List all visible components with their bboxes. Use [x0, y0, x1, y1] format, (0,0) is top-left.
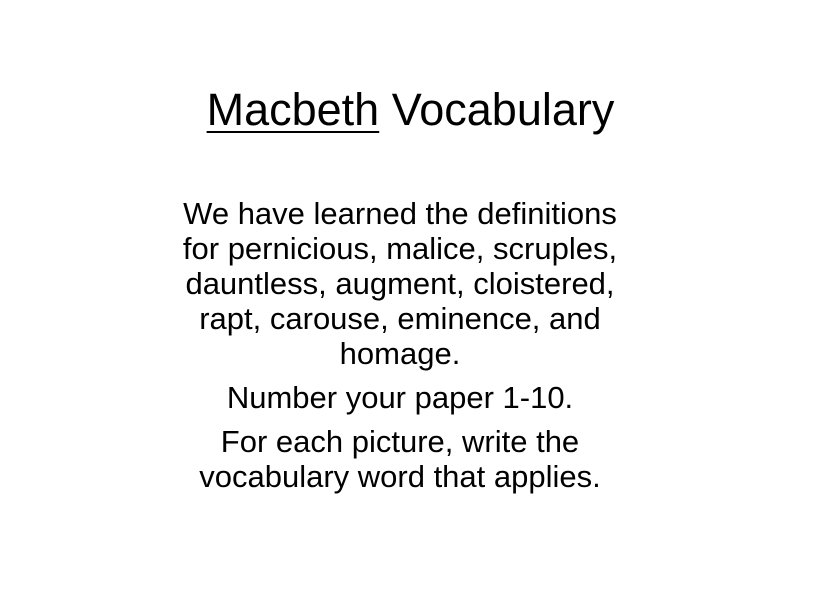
title-book-name: Macbeth: [206, 84, 380, 135]
slide-title: [0, 78, 821, 142]
slide-body: [105, 196, 695, 503]
instruction-definitions: We have learned the definitions for pernicious, malice, scruples, dauntless, augment, cloistered, rapt, carouse, eminence, and homage.: [182, 196, 618, 371]
instruction-number-paper: Number your paper 1-10.: [226, 380, 574, 415]
title-rest: Vocabulary: [379, 84, 615, 135]
instruction-each-picture: For each picture, write the vocabulary word that applies.: [199, 424, 601, 494]
